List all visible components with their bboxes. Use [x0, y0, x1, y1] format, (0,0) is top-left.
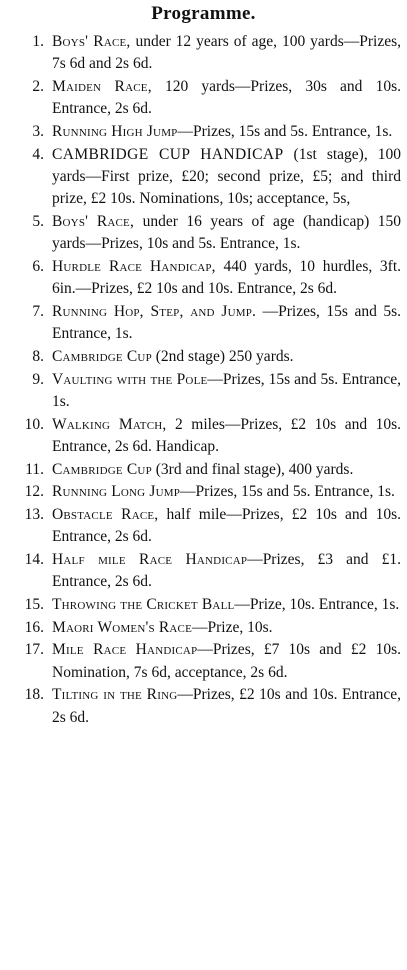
event-name: Hurdle Race Handicap,: [52, 257, 216, 275]
event-details: 120 yards—Prizes, 30s and 10s. Entrance, 2s 6d.: [52, 77, 401, 118]
item-number: 6.: [32, 257, 44, 275]
event-name: Boys' Race,: [52, 212, 135, 230]
event-name: CAMBRIDGE CUP HANDICAP: [52, 145, 284, 163]
event-details: —Prizes, 15s and 5s. Entrance, 1s.: [180, 483, 395, 501]
event-name: Cambridge Cup: [52, 460, 152, 478]
event-name: Mile Race Handicap: [52, 641, 198, 659]
event-name: Vaulting with the Pole: [52, 370, 208, 388]
programme-item: [0, 256, 407, 301]
event-details: —Prizes, 15s and 5s. Entrance, 1s.: [52, 302, 401, 343]
event-details: under 16 years of age (handicap) 150 yards—Prizes, 10s and 5s. Entrance, 1s.: [52, 212, 401, 253]
programme-list: [0, 31, 407, 729]
item-number: 9.: [32, 370, 44, 388]
programme-item: [0, 369, 407, 414]
item-number: 10.: [24, 415, 44, 433]
event-name: Half mile Race Handicap: [52, 550, 248, 568]
event-details: half mile—Prizes, £2 10s and 10s. Entrance, 2s 6d.: [52, 505, 401, 546]
event-details: —Prizes, 15s and 5s. Entrance, 1s.: [177, 122, 393, 140]
programme-item: [0, 504, 407, 549]
event-details: —Prizes, £3 and £1. Entrance, 2s 6d.: [52, 550, 401, 591]
item-number: 14.: [24, 550, 44, 568]
item-number: 17.: [24, 641, 44, 659]
programme-item: [0, 76, 407, 121]
event-details: under 12 years of age, 100 yards—Prizes, 7s 6d and 2s 6d.: [52, 33, 401, 73]
programme-item: [0, 301, 407, 346]
programme-item: [0, 346, 407, 368]
item-number: 2.: [32, 77, 44, 95]
event-name: Boys' Race,: [52, 33, 131, 50]
item-number: 5.: [32, 212, 44, 230]
item-number: 13.: [24, 505, 44, 523]
event-details: —Prize, 10s. Entrance, 1s.: [234, 595, 400, 613]
event-name: Obstacle Race,: [52, 505, 159, 523]
event-name: Maiden Race,: [52, 77, 152, 95]
event-details: 2 miles—Prizes, £2 10s and 10s. Entrance, 2s 6d. Handicap.: [52, 415, 401, 455]
event-details: —Prizes, £2 10s and 10s. Entrance, 2s 6d.: [52, 686, 401, 726]
item-number: 3.: [32, 122, 44, 140]
event-name: Running Long Jump: [52, 483, 181, 501]
programme-item: [0, 459, 407, 481]
item-number: 1.: [32, 33, 44, 50]
event-name: Running High Jump: [52, 122, 178, 140]
programme-item: [0, 684, 407, 729]
programme-item: [0, 594, 407, 616]
item-number: 12.: [24, 483, 44, 501]
item-number: 4.: [32, 145, 44, 163]
event-details: —Prizes, 15s and 5s. Entrance, 1s.: [52, 370, 401, 410]
programme-item: [0, 414, 407, 459]
event-name: Running Hop, Step, and Jump.: [52, 302, 257, 320]
item-number: 11.: [25, 460, 44, 478]
event-details: —Prizes, £7 10s and £2 10s. Nomination, 7s 6d, acceptance, 2s 6d.: [52, 641, 401, 681]
event-name: Throwing the Cricket Ball: [52, 595, 235, 613]
programme-item: [0, 639, 407, 684]
event-name: Maori Women's Race: [52, 618, 193, 636]
programme-item: [0, 549, 407, 594]
programme-item: [0, 121, 407, 143]
event-name: Walking Match,: [52, 415, 167, 433]
programme-item: [0, 31, 407, 76]
event-name: Tilting in the Ring: [52, 686, 178, 704]
item-number: 18.: [24, 686, 44, 704]
programme-item: [0, 617, 407, 639]
programme-item: [0, 481, 407, 503]
item-number: 16.: [24, 618, 44, 636]
event-details: (3rd and final stage), 400 yards.: [151, 460, 354, 478]
event-details: (2nd stage) 250 yards.: [151, 347, 294, 365]
item-number: 15.: [24, 595, 44, 613]
page-title: Programme.: [151, 3, 256, 24]
item-number: 7.: [32, 302, 44, 320]
programme-item: [0, 144, 407, 211]
event-details: (1st stage), 100 yards—First prize, £20; second prize, £5; and third prize, £2 10s. Nominations, 10s; acceptance, 5s,: [52, 145, 401, 208]
event-details: —Prize, 10s.: [192, 618, 273, 636]
event-name: Cambridge Cup: [52, 347, 152, 365]
programme-item: [0, 211, 407, 256]
event-details: 440 yards, 10 hurdles, 3ft. 6in.—Prizes, £2 10s and 10s. Entrance, 2s 6d.: [52, 257, 402, 298]
item-number: 8.: [32, 347, 44, 365]
